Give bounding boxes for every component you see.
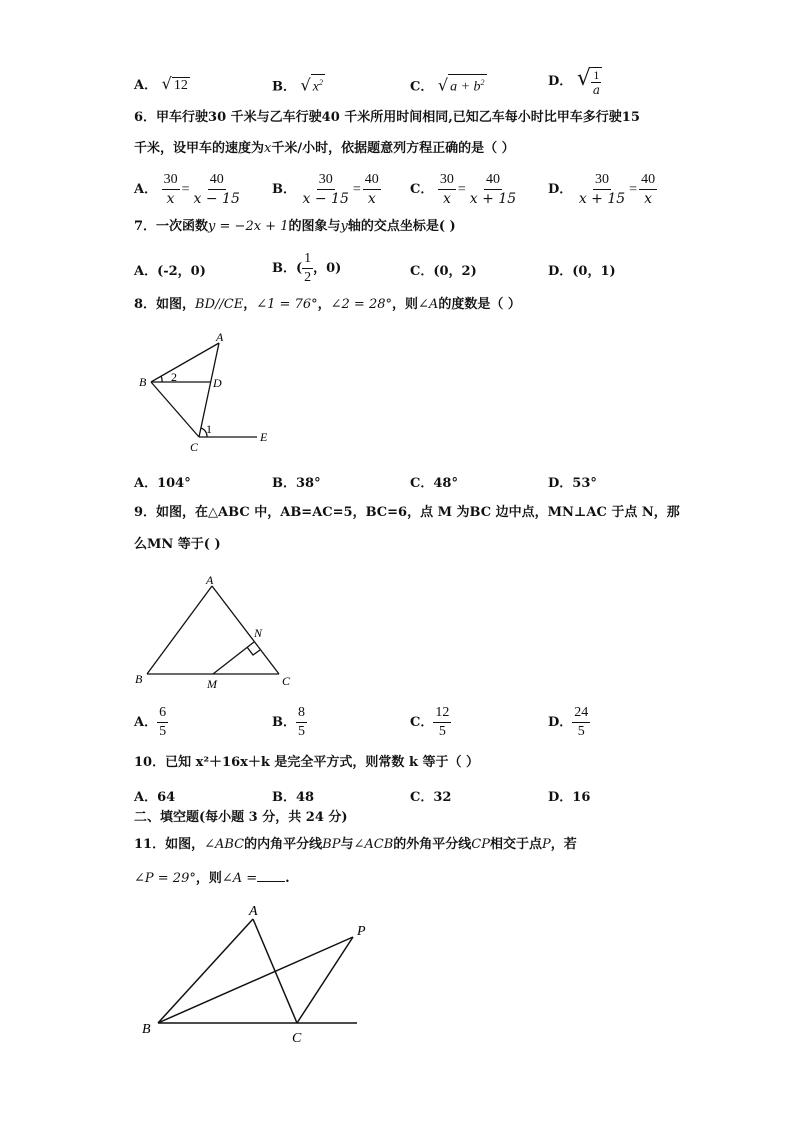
q7-stem: [134, 219, 456, 235]
q8-label-d: D: [213, 376, 222, 390]
q8-label-b: B: [139, 375, 147, 389]
q10-option-a: A．64: [134, 790, 176, 805]
q7-option-a: A．(-2，0): [134, 264, 206, 279]
q5-d-label: D．: [548, 74, 573, 89]
q6-d-left: [577, 171, 627, 208]
q6-d-right: [639, 171, 657, 208]
q5-option-a: [134, 74, 190, 93]
q5-b-radicand: [311, 74, 325, 95]
q6-option-d: [548, 171, 657, 208]
q9-label-c: C: [282, 674, 291, 688]
q9-b-num: 8: [296, 704, 307, 723]
q11-stem-c: 与: [340, 837, 354, 852]
q8-f1: BD//CE: [195, 297, 244, 312]
q7-b-frac: [302, 250, 313, 287]
sqrt-icon: √: [161, 74, 172, 93]
q6-b-ln: 30: [317, 171, 335, 190]
q9-a-den: 5: [159, 724, 167, 739]
q7-option-c: C．(0，2): [410, 264, 477, 279]
q9-d-den: 5: [577, 724, 585, 739]
q7-stem-a: 7．一次函数: [134, 219, 209, 234]
q11-line2-f1: ∠P = 29°: [134, 871, 196, 886]
q11-figure: [135, 895, 385, 1055]
q11-line-bp: [158, 937, 353, 1023]
q11-line2-f2: ∠A =: [221, 871, 258, 886]
q6-d-ld: x + 15: [578, 191, 626, 207]
q8-stem: [134, 297, 521, 313]
equals-sign: =: [457, 182, 466, 197]
q7-option-b: [272, 250, 341, 287]
q9-a-label: A．: [134, 715, 158, 730]
q6-d-label: D．: [548, 182, 573, 197]
q11-label-b: B: [142, 1022, 151, 1037]
sqrt-icon: √: [437, 75, 449, 95]
q7-formula: y = −2x + 1: [208, 219, 289, 234]
q5-option-b: [272, 74, 325, 95]
q9-line-mn: [213, 642, 254, 674]
q6-c-left: [438, 171, 456, 208]
q9-line-ac: [212, 586, 279, 674]
q11-f1: ∠ABC: [204, 837, 245, 852]
q5-c-label: C．: [410, 79, 434, 95]
q8-f2: ∠1 = 76°: [256, 297, 318, 312]
q6-option-a: [134, 171, 242, 208]
q6-a-rd: x − 15: [193, 191, 240, 207]
q5-d-den: a: [592, 82, 600, 97]
q6-c-rn: 40: [484, 171, 502, 190]
q6-option-c: [410, 171, 518, 208]
q5-b-radicand-base: x: [312, 79, 319, 95]
q7-option-d: D．(0，1): [548, 264, 616, 279]
q5-d-num: 1: [593, 67, 600, 82]
q5-option-d: [548, 66, 602, 97]
q7-b-pre: B．(: [272, 261, 303, 276]
q6-line2: [134, 141, 515, 157]
q5-c-radicand: [448, 74, 486, 95]
q9-label-a: A: [206, 573, 214, 587]
q9-c-den: 5: [438, 724, 446, 739]
q11-stem-b: 的内角平分线: [244, 837, 323, 852]
q10-options: [0, 786, 794, 806]
q6-option-b: [272, 171, 381, 208]
q8-f4: ∠A: [418, 297, 439, 312]
q8-stem-d: ，则: [392, 297, 419, 312]
q9-line-ab: [147, 586, 212, 674]
q11-answer-blank[interactable]: [257, 869, 285, 882]
q8-figure: [130, 330, 280, 455]
q8-option-a: A．104°: [134, 476, 191, 491]
q6-b-ld: x − 15: [302, 191, 349, 207]
q8-stem-a: 8．如图，: [134, 297, 196, 312]
q9-b-label: B．: [272, 715, 296, 730]
sqrt-icon: √: [576, 66, 591, 91]
q8-f3: ∠2 = 28°: [330, 297, 393, 312]
q8-angle2-arc: [161, 376, 162, 382]
q9-d-frac: [572, 704, 590, 741]
equals-sign: =: [629, 182, 638, 197]
q8-label-2: 2: [171, 370, 177, 384]
q6-c-ln: 30: [438, 171, 456, 190]
q6-var: x: [264, 141, 272, 156]
q11-stem-f: ，若: [550, 837, 577, 852]
q11-line2-a: ，则: [195, 871, 222, 886]
q6-c-ld: x: [442, 191, 451, 207]
q11-f2: BP: [322, 837, 341, 852]
q9-option-c: [410, 704, 451, 741]
sqrt-icon: √: [300, 75, 311, 95]
q11-line1: [134, 837, 577, 853]
q10-option-d: D．16: [548, 790, 591, 805]
equals-sign: =: [181, 182, 190, 197]
q5-a-radicand: 12: [173, 78, 188, 93]
q9-option-a: [134, 704, 168, 741]
q6-a-right: [192, 171, 242, 208]
q5-options: [0, 66, 794, 102]
q6-d-ln: 30: [593, 171, 611, 190]
q9-options: [0, 704, 794, 748]
q6-line2-b: 千米/小时，依据题意列方程正确的是（ ）: [271, 141, 515, 156]
q10-option-b: B．48: [272, 790, 315, 805]
q11-label-c: C: [292, 1031, 302, 1046]
q8-line-bc: [151, 382, 199, 437]
q9-a-num: 6: [157, 704, 168, 723]
q6-c-rd: x + 15: [469, 191, 517, 207]
q6-a-rn: 40: [208, 171, 226, 190]
q6-a-label: A．: [134, 182, 158, 197]
q9-right-angle-mark: [247, 647, 260, 655]
q6-line2-a: 千米，设甲车的速度为: [134, 141, 265, 156]
q6-d-rn: 40: [639, 171, 657, 190]
q8-option-c: C．48°: [410, 476, 458, 491]
q9-d-label: D．: [548, 715, 573, 730]
q6-a-ld: x: [166, 191, 175, 207]
q6-c-label: C．: [410, 182, 434, 197]
q8-stem-e: 的度数是（ ）: [438, 297, 521, 312]
q6-c-right: [468, 171, 518, 208]
q11-label-a: A: [249, 904, 258, 919]
q11-line2-b: .: [285, 871, 290, 886]
q9-a-frac: [157, 704, 168, 741]
q8-stem-c: ，: [317, 297, 331, 312]
q11-stem-e: 相交于点: [489, 837, 542, 852]
q9-option-d: [548, 704, 590, 741]
q8-stem-b: ，: [243, 297, 257, 312]
q7-options: [0, 246, 794, 290]
q6-d-rd: x: [644, 191, 653, 207]
q7-b-den: 2: [304, 270, 312, 285]
q7-b-num: 1: [302, 250, 313, 269]
q9-c-label: C．: [410, 715, 434, 730]
q5-d-frac: [591, 67, 602, 97]
q5-c-radicand-base: a + b: [450, 79, 481, 95]
equals-sign: =: [352, 182, 361, 197]
q9-line1: 9．如图，在△ABC 中，AB=AC=5，BC=6，点 M 为BC 边中点，MN⊥AC 于点 N，那: [134, 505, 680, 520]
q11-f5: P: [541, 837, 551, 852]
q11-stem-d: 的外角平分线: [393, 837, 472, 852]
q9-b-frac: [296, 704, 307, 741]
q7-stem-c: 轴的交点坐标是( ): [347, 219, 456, 234]
q5-a-label: A．: [134, 78, 158, 93]
q9-label-n: N: [254, 626, 263, 640]
q9-option-b: [272, 704, 307, 741]
q9-c-num: 12: [433, 704, 451, 723]
q6-options: [0, 165, 794, 205]
q5-c-exponent: 2: [480, 78, 485, 87]
q8-option-b: B．38°: [272, 476, 321, 491]
q9-line2: 么MN 等于( ): [134, 537, 221, 552]
q11-label-p: P: [357, 924, 366, 939]
q9-label-b: B: [135, 672, 143, 686]
section2-title: 二、填空题(每小题 3 分，共 24 分): [134, 810, 348, 825]
q6-a-left: [162, 171, 180, 208]
q8-label-a: A: [216, 330, 224, 344]
q11-f3: ∠ACB: [353, 837, 394, 852]
q5-b-label: B．: [272, 79, 296, 95]
q7-stem-b: 的图象与: [288, 219, 341, 234]
q11-line2: [134, 869, 290, 887]
q5-b-exponent: 2: [318, 78, 323, 87]
q11-stem-a: 11．如图，: [134, 837, 205, 852]
q6-a-ln: 30: [162, 171, 180, 190]
q8-option-d: D．53°: [548, 476, 597, 491]
q9-c-frac: [433, 704, 451, 741]
q10-option-c: C．32: [410, 790, 452, 805]
q9-label-m: M: [207, 677, 217, 691]
q8-label-1: 1: [206, 422, 212, 436]
q9-d-num: 24: [572, 704, 590, 723]
q11-f4: CP: [471, 837, 490, 852]
q6-b-right: [363, 171, 381, 208]
q6-b-label: B．: [272, 182, 296, 197]
q8-label-e: E: [260, 430, 268, 444]
q6-b-rd: x: [367, 191, 376, 207]
q6-b-left: [301, 171, 351, 208]
q11-line-ba: [158, 919, 253, 1023]
q7-var: y: [340, 219, 348, 234]
q6-b-rn: 40: [363, 171, 381, 190]
q8-options: [0, 472, 794, 492]
q5-option-c: [410, 74, 487, 95]
q6-line1: 6．甲车行驶30 千米与乙车行驶40 千米所用时间相同,已知乙车每小时比甲车多行驶15: [134, 110, 640, 125]
q9-b-den: 5: [298, 724, 305, 739]
q7-b-post: ，0): [313, 261, 342, 276]
q9-figure: [130, 570, 305, 695]
q8-label-c: C: [190, 440, 199, 454]
q10-stem: 10．已知 x²＋16x＋k 是完全平方式，则常数 k 等于（ ）: [134, 755, 480, 770]
